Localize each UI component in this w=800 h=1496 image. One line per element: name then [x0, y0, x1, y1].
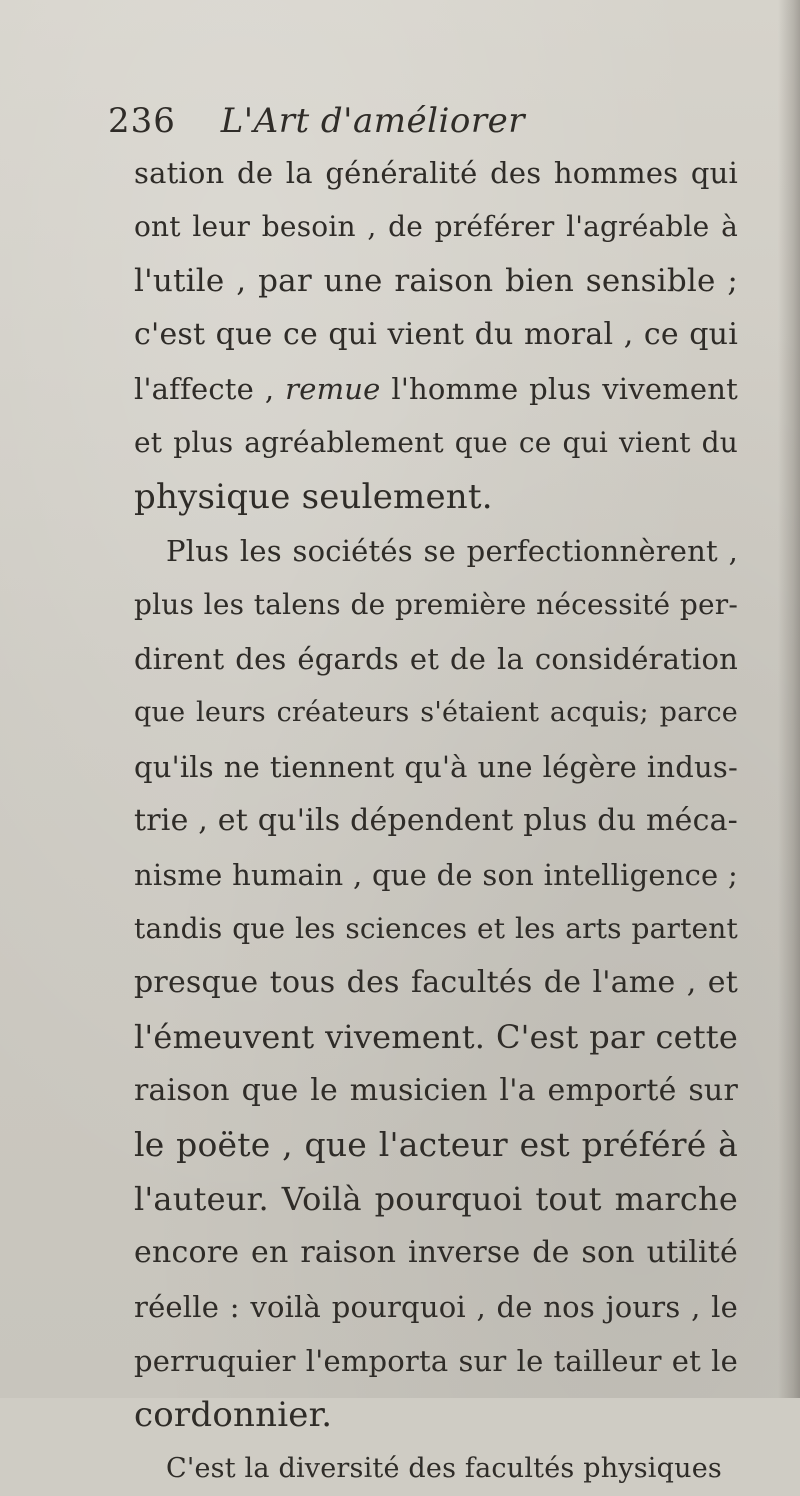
paragraph-end-line: cordonnier.: [134, 1395, 333, 1435]
page-edge-shadow: [778, 0, 800, 1398]
text-line: sation de la généralité des hommes qui: [134, 156, 738, 190]
page-number: 236: [108, 101, 176, 141]
text-line: et plus agréablement que ce qui vient du: [134, 426, 738, 459]
text-line: plus les talens de première nécessité per-: [134, 588, 738, 621]
text-line: le poëte , que l'acteur est préféré à: [134, 1125, 738, 1164]
text-line: l'auteur. Voilà pourquoi tout marche: [134, 1180, 738, 1218]
text-line: réelle : voilà pourquoi , de nos jours , le: [134, 1290, 738, 1324]
text-line: ont leur besoin , de préférer l'agréable à: [134, 210, 738, 243]
text-line: que leurs créateurs s'étaient acquis; parce: [134, 697, 738, 728]
running-header: [108, 96, 668, 146]
text-line: l'émeuvent vivement. C'est par cette: [134, 1018, 738, 1056]
text-line: nisme humain , que de son intelligence ;: [134, 858, 738, 892]
text-line: l'utile , par une raison bien sensible ;: [134, 263, 738, 299]
paragraph-start-line: C'est la diversité des facultés physiques: [166, 1453, 722, 1484]
text-line: raison que le musicien l'a emporté sur: [134, 1073, 738, 1108]
paragraph-start-line: Plus les sociétés se perfectionnèrent ,: [166, 534, 738, 568]
text-line: trie , et qu'ils dépendent plus du méca-: [134, 803, 738, 838]
text-line: tandis que les sciences et les arts partent: [134, 912, 738, 945]
text-line: perruquier l'emporta sur le tailleur et le: [134, 1344, 738, 1378]
text-line: encore en raison inverse de son utilité: [134, 1235, 738, 1270]
text-line: [134, 362, 738, 416]
italic-word: remue: [285, 372, 381, 406]
paragraph-end-line: physique seulement.: [134, 477, 493, 517]
text-line: c'est que ce qui vient du moral , ce qui: [134, 317, 738, 352]
running-title: L'Art d'améliorer: [220, 101, 526, 141]
body-text: [134, 146, 738, 1496]
text-line: dirent des égards et de la considération: [134, 642, 738, 676]
text-line: qu'ils ne tiennent qu'à une légère indus-: [134, 750, 738, 784]
text-segment: l'affecte ,: [134, 372, 286, 406]
text-segment: l'homme plus vivement: [380, 372, 738, 406]
text-line: presque tous des facultés de l'ame , et: [134, 965, 738, 1000]
